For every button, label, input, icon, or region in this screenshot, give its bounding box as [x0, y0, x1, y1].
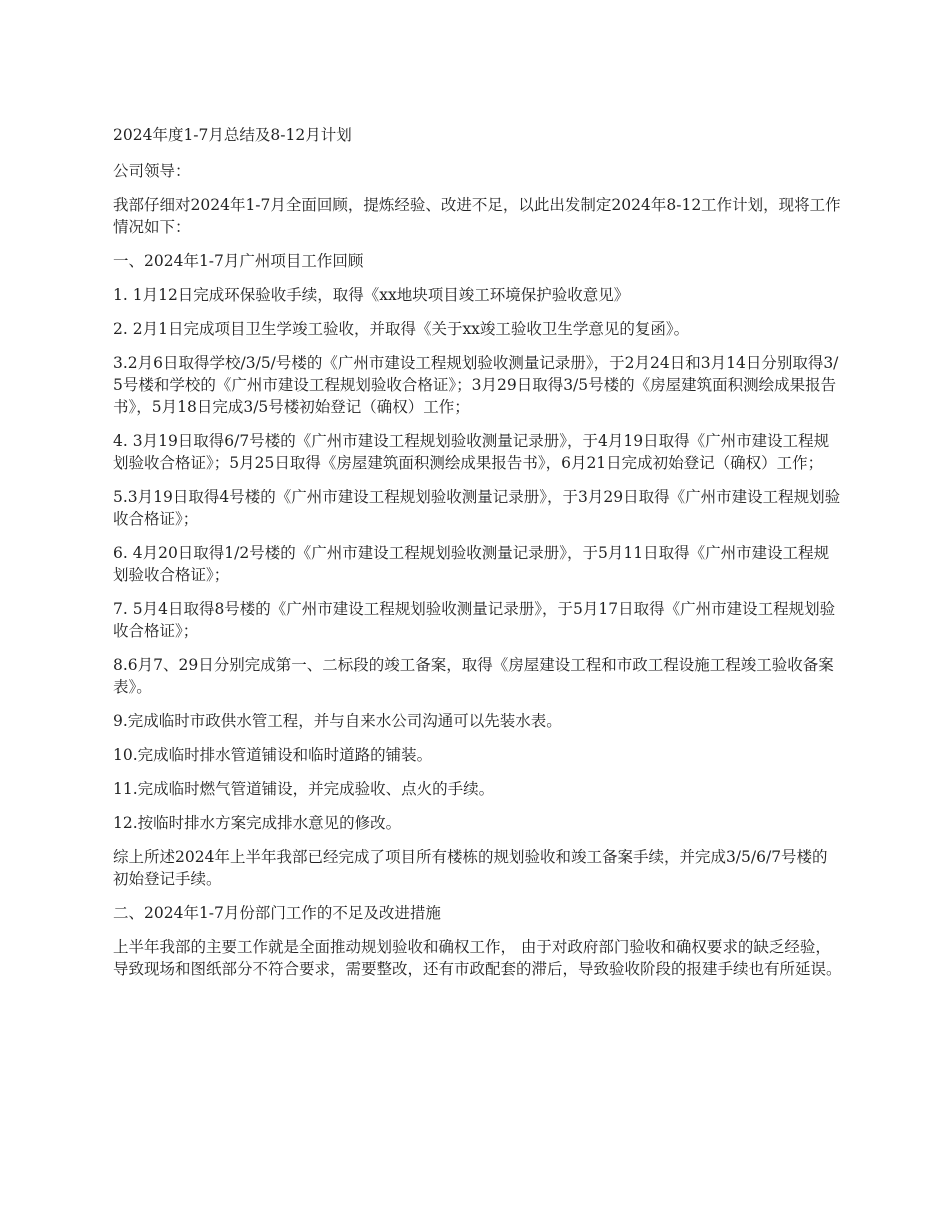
list-item: 10.完成临时排水管道铺设和临时道路的铺装。: [113, 746, 433, 764]
list-item: 5.3月19日取得4号楼的《广州市建设工程规划验收测量记录册》，于3月29日取得《广州市建设工程规划验收合格证》；: [113, 488, 841, 528]
salutation: 公司领导：: [113, 162, 191, 180]
section-2-body: 上半年我部的主要工作就是全面推动规划验收和确权工作， 由于对政府部门验收和确权要求的缺乏经验，导致现场和图纸部分不符合要求，需要整改，还有市政配套的滞后，导致验收阶段的报建手续也有所延误。: [113, 938, 842, 978]
section-2-heading: 二、2024年1-7月份部门工作的不足及改进措施: [113, 904, 441, 922]
list-item: 6. 4月20日取得1/2号楼的《广州市建设工程规划验收测量记录册》，于5月11日取得《广州市建设工程规划验收合格证》；: [113, 544, 830, 584]
list-item: 4. 3月19日取得6/7号楼的《广州市建设工程规划验收测量记录册》，于4月19日取得《广州市建设工程规划验收合格证》；5月25日取得《房屋建筑面积测绘成果报告书》，6月21日完成初始登记（确权）工作；: [113, 432, 830, 472]
list-item: 2. 2月1日完成项目卫生学竣工验收，并取得《关于xx竣工验收卫生学意见的复函》。: [113, 320, 690, 338]
list-item: 7. 5月4日取得8号楼的《广州市建设工程规划验收测量记录册》，于5月17日取得《广州市建设工程规划验收合格证》；: [113, 600, 836, 640]
document-body: [113, 124, 843, 992]
summary-paragraph: 综上所述2024年上半年我部已经完成了项目所有楼栋的规划验收和竣工备案手续，并完成3/5/6/7号楼的初始登记手续。: [113, 848, 828, 888]
list-item: 1. 1月12日完成环保验收手续，取得《xx地块项目竣工环境保护验收意见》: [113, 286, 630, 304]
list-item: 12.按临时排水方案完成排水意见的修改。: [113, 814, 402, 832]
list-item: 3.2月6日取得学校/3/5/号楼的《广州市建设工程规划验收测量记录册》，于2月24日和3月14日分别取得3/5号楼和学校的《广州市建设工程规划验收合格证》；3月29日取得3/5号楼的《房屋建筑面积测绘成果报告书》，5月18日完成3/5号楼初始登记（确权）工作；: [113, 354, 839, 416]
intro-paragraph: 我部仔细对2024年1-7月全面回顾，提炼经验、改进不足，以此出发制定2024年8-12工作计划，现将工作情况如下：: [113, 196, 841, 236]
document-title: 2024年度1-7月总结及8-12月计划: [113, 126, 352, 144]
list-item: 9.完成临时市政供水管工程，并与自来水公司沟通可以先装水表。: [113, 712, 562, 730]
list-item: 11.完成临时燃气管道铺设，并完成验收、点火的手续。: [113, 780, 495, 798]
list-item: 8.6月7、29日分别完成第一、二标段的竣工备案，取得《房屋建设工程和市政工程设施工程竣工验收备案表》。: [113, 656, 834, 696]
section-1-heading: 一、2024年1-7月广州项目工作回顾: [113, 252, 364, 270]
